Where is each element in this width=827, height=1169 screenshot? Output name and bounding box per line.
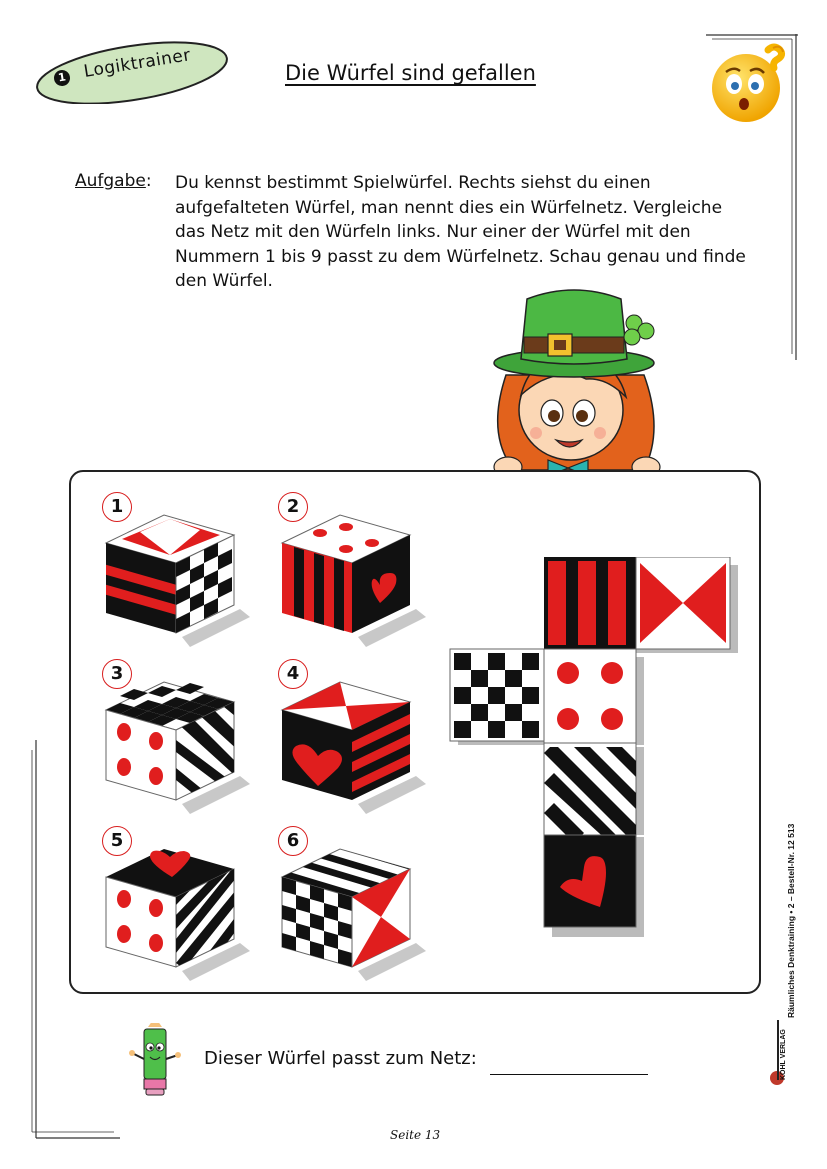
- left-frame: [30, 740, 130, 1140]
- confused-emoji-icon: [706, 40, 792, 126]
- answer-label: Dieser Würfel passt zum Netz:: [204, 1048, 477, 1069]
- leprechaun-girl-illustration: [486, 285, 666, 480]
- task-label: Aufgabe:: [75, 171, 152, 191]
- cube-1[interactable]: [100, 505, 250, 655]
- cube-number-5: 5: [102, 826, 132, 856]
- publisher-name: KOHL VERLAG: [780, 1029, 787, 1080]
- cube-2[interactable]: [276, 505, 426, 655]
- cube-6[interactable]: [276, 839, 426, 989]
- cube-number-1: 1: [102, 492, 132, 522]
- cube-4[interactable]: [276, 672, 426, 822]
- page-title: Die Würfel sind gefallen: [285, 61, 536, 85]
- page-number: Seite 13: [390, 1128, 441, 1142]
- answer-field[interactable]: [490, 1073, 648, 1075]
- cube-number-3: 3: [102, 659, 132, 689]
- cube-number-4: 4: [278, 659, 308, 689]
- task-text: Du kennst bestimmt Spielwürfel. Rechts siehst du einen aufgefalteten Würfel, man nennt dies ein Würfelnetz. Vergleiche das Netz mit den Würfeln links. Nur einer der Würfel mit den Nummern 1 bis 9 passt zu dem Würfelnetz. Schau genau und finde den Würfel.: [175, 173, 746, 291]
- logiktrainer-badge: [34, 40, 230, 104]
- cube-net: [444, 557, 744, 947]
- cube-number-6: 6: [278, 826, 308, 856]
- badge-label: Logiktrainer: [82, 45, 193, 82]
- pencil-mascot-icon: [128, 1023, 184, 1099]
- cube-number-2: 2: [278, 492, 308, 522]
- publisher-logo: [768, 1010, 798, 1090]
- badge-number: 1: [53, 69, 71, 87]
- side-imprint-text: Räumliches Denktraining • 2 – Bestell-Nr. 12 513: [786, 823, 796, 1018]
